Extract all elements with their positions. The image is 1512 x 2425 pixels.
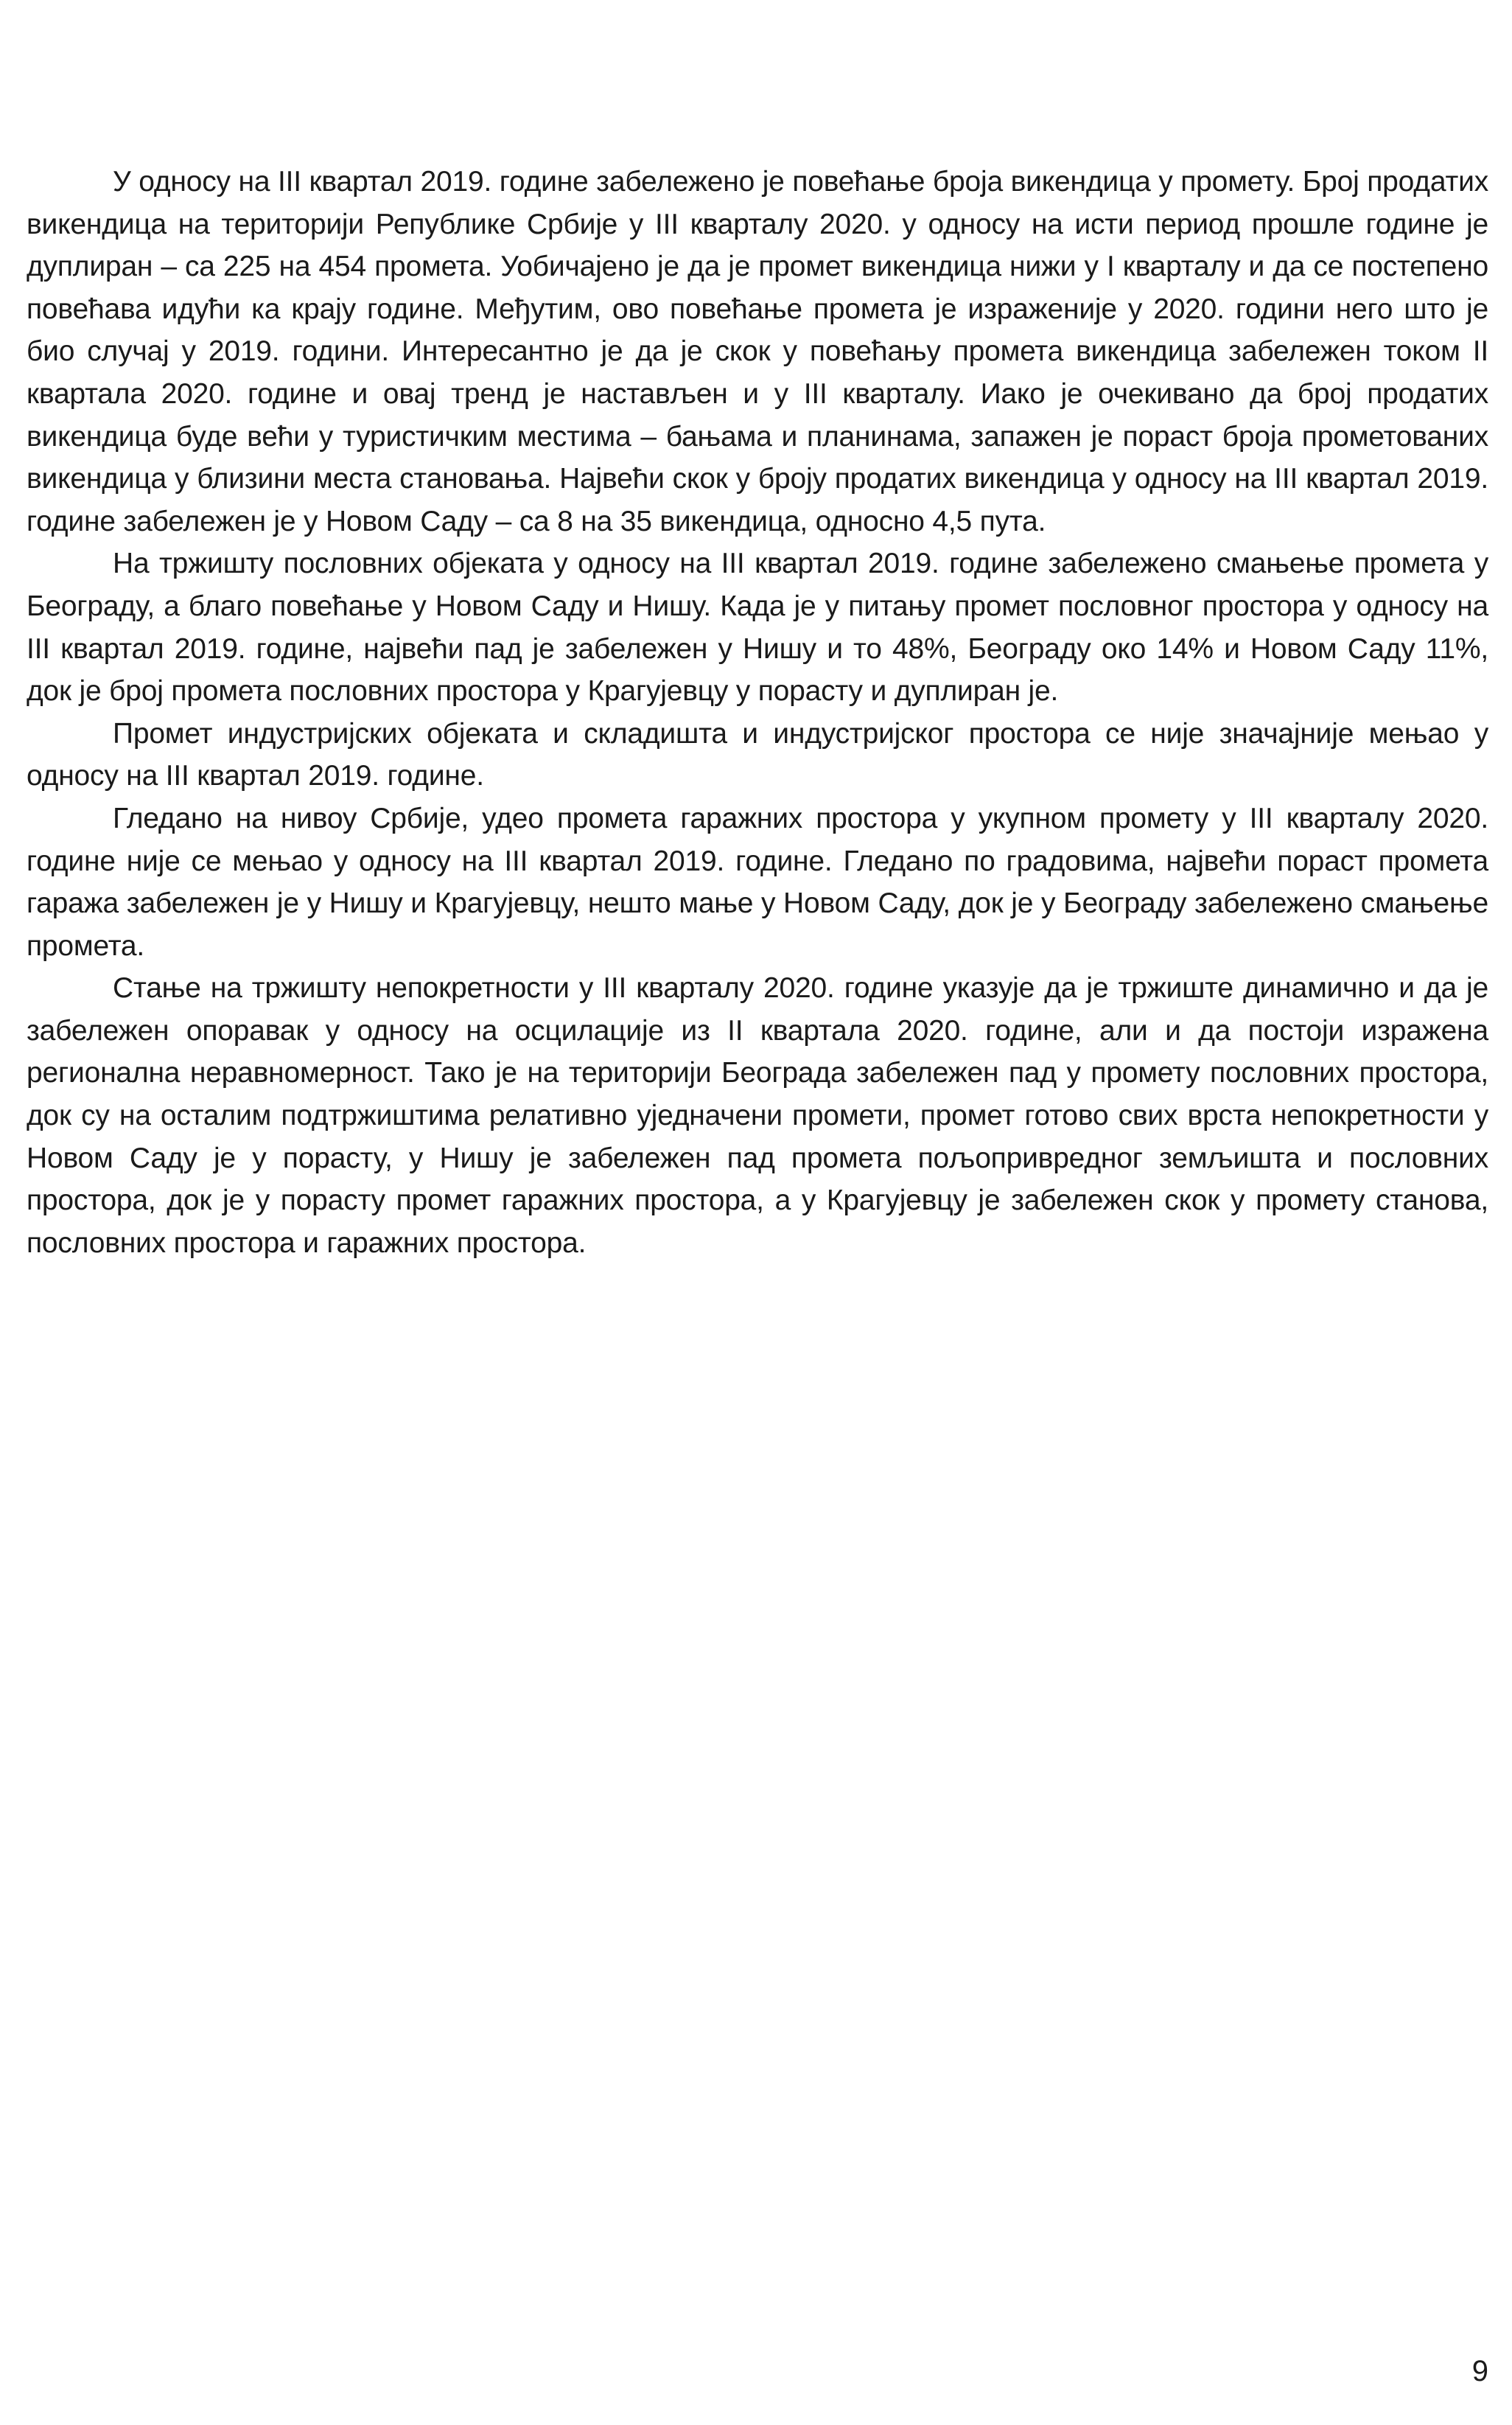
- paragraph-industrial-facilities: Промет индустријских објеката и складишта и индустријског простора се није значајније мењао у односу на III квартал 2019. године.: [27, 717, 1488, 792]
- paragraph-vacation-homes: У односу на III квартал 2019. године забележено је повећање броја викендица у промету. Број продатих викендица на територији Републике Србије у III кварталу 2020. у односу на исти период прошле године је дуплиран – са 225 на 454 промета. Уобичајено је да је промет викендица нижи у I кварталу и да се постепено повећава идући ка крају године. Међутим, ово повећање промета је израженије у 2020. години него што је био случај у 2019. години. Интересантно је да је скок у повећању промета викендица забележен током II квартала 2020. године и овај тренд је настављен и у III кварталу. Иако је очекивано да број продатих викендица буде већи у туристичким местима – бањама и планинама, запажен је пораст броја прометованих викендица у близини места становања. Највећи скок у броју продатих викендица у односу на III квартал 2019. године забележен је у Новом Саду – са 8 на 35 викендица, односно 4,5 пута.: [27, 166, 1488, 537]
- document-body: [27, 161, 1488, 1264]
- paragraph-garage-spaces: Гледано на нивоу Србије, удео промета гаражних простора у укупном промету у III кварталу 2020. године није се мењао у односу на III квартал 2019. године. Гледано по градовима, највећи пораст промета гаража забележен је у Нишу и Крагујевцу, нешто мање у Новом Саду, док је у Београду забележено смањење промета.: [27, 802, 1488, 962]
- page-number: 9: [1471, 2355, 1488, 2387]
- paragraph-business-premises: На тржишту пословних објеката у односу на III квартал 2019. године забележено смањење промета у Београду, а благо повећање у Новом Саду и Нишу. Када је у питању промет пословног простора у односу на III квартал 2019. године, највећи пад је забележен у Нишу и то 48%, Београду око 14% и Новом Саду 11%, док је број промета пословних простора у Крагујевцу у порасту и дуплиран је.: [27, 548, 1488, 708]
- paragraph-market-summary: Стање на тржишту непокретности у III кварталу 2020. године указује да је тржиште динамично и да је забележен опоравак у односу на осцилације из II квартала 2020. године, али и да постоји изражена регионална неравномерност. Тако је на територији Београда забележен пад у промету пословних простора, док су на осталим подтржиштима релативно уједначени промети, промет готово свих врста непокретности у Новом Саду је у порасту, у Нишу је забележен пад промета пољопривредног земљишта и пословних простора, док је у порасту промет гаражних простора, а у Крагујевцу је забележен скок у промету станова, пословних простора и гаражних простора.: [27, 972, 1488, 1259]
